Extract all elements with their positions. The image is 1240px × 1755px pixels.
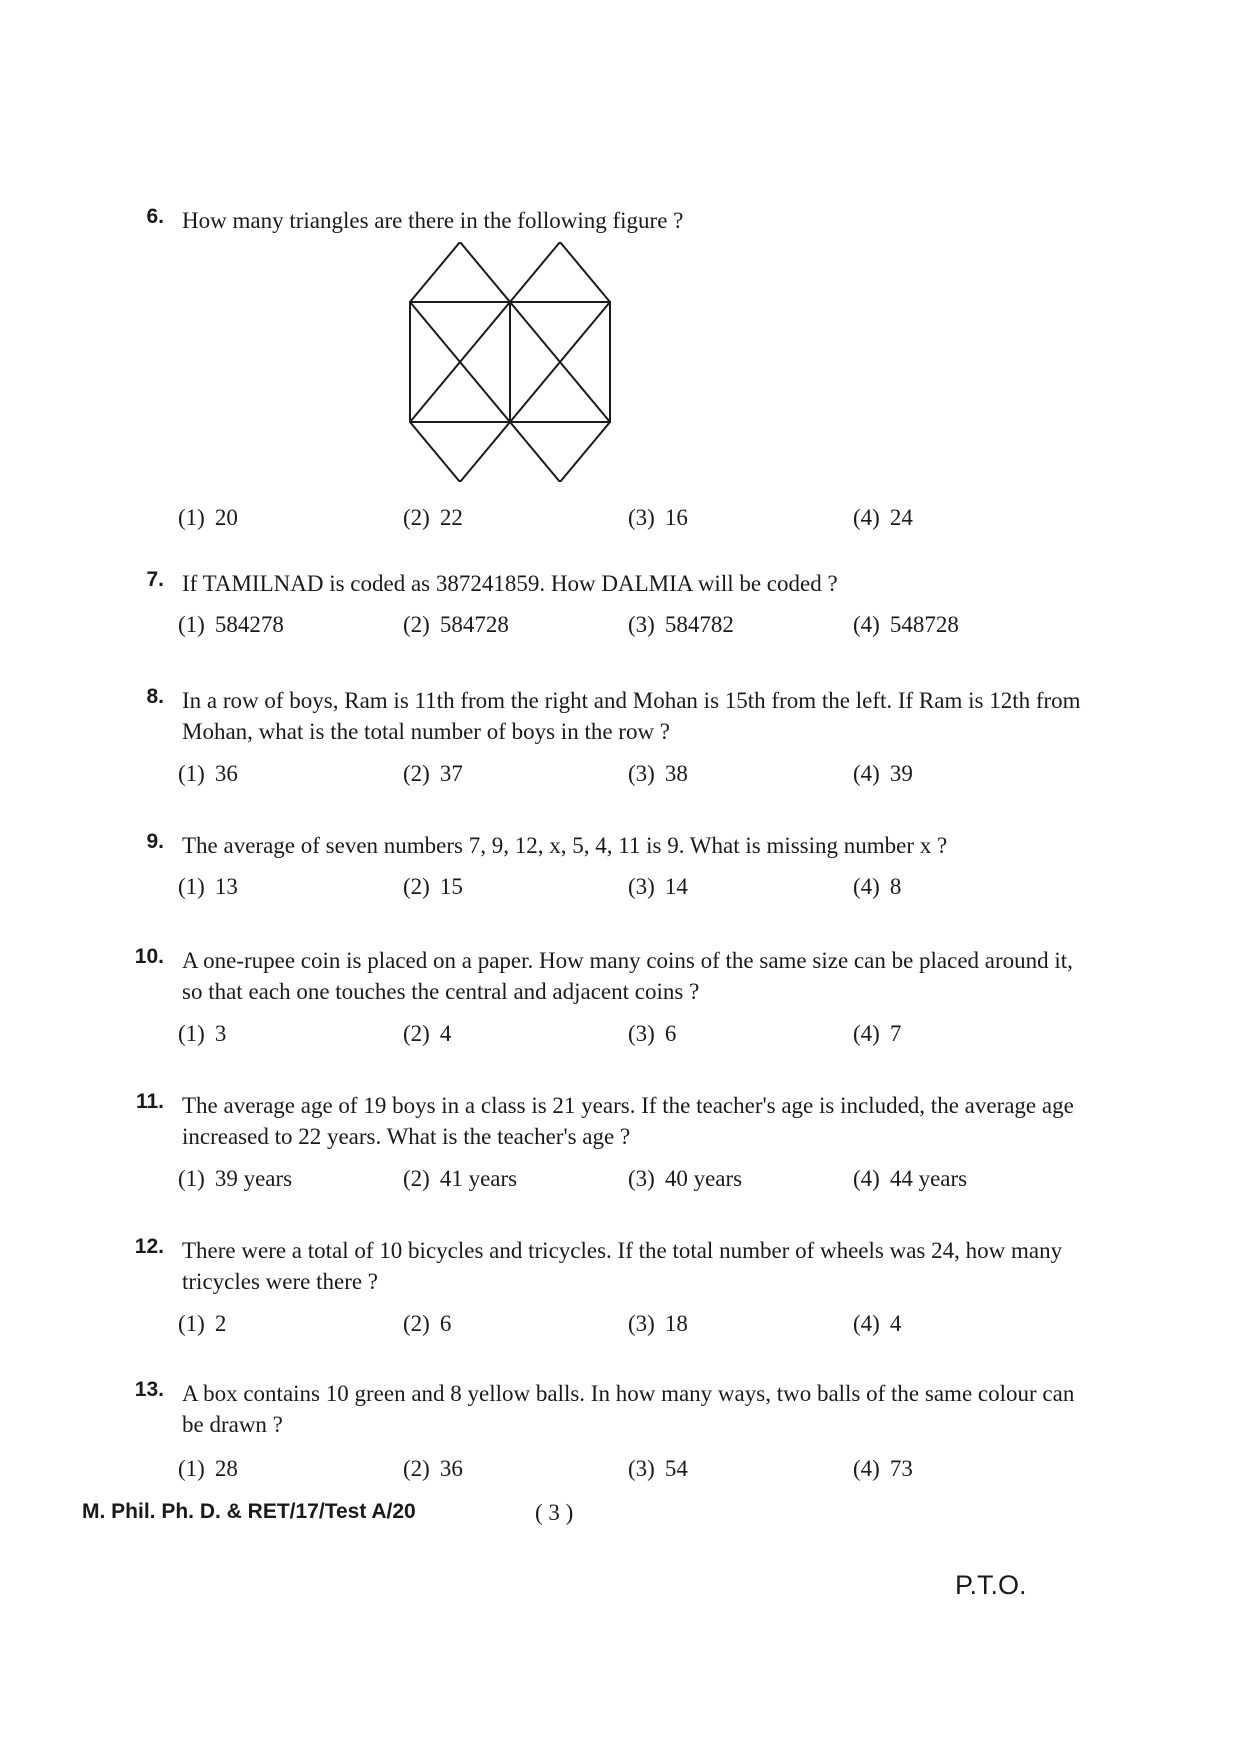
please-turn-over: P.T.O. bbox=[955, 1570, 1027, 1600]
option-value: 36 bbox=[214, 761, 238, 786]
option-label: (3) bbox=[628, 761, 655, 786]
option-3 bbox=[628, 874, 688, 900]
options-row bbox=[178, 761, 1038, 791]
option-label: (1) bbox=[178, 874, 205, 899]
option-value: 20 bbox=[214, 505, 238, 530]
figure-line bbox=[560, 422, 610, 482]
option-label: (1) bbox=[178, 612, 205, 637]
option-4 bbox=[853, 612, 959, 638]
option-label: (3) bbox=[628, 1456, 655, 1481]
option-value: 6 bbox=[439, 1311, 452, 1336]
option-3 bbox=[628, 505, 688, 531]
option-value: 584728 bbox=[439, 612, 509, 637]
option-label: (1) bbox=[178, 1456, 205, 1481]
question-number: 7. bbox=[146, 568, 164, 591]
option-label: (2) bbox=[403, 1311, 430, 1336]
option-value: 16 bbox=[664, 505, 688, 530]
question-number: 8. bbox=[146, 685, 164, 708]
option-label: (4) bbox=[853, 505, 880, 530]
option-label: (3) bbox=[628, 1311, 655, 1336]
option-value: 36 bbox=[439, 1456, 463, 1481]
option-1 bbox=[178, 1456, 238, 1482]
option-4 bbox=[853, 1021, 901, 1047]
question-number: 10. bbox=[134, 945, 164, 968]
option-label: (4) bbox=[853, 874, 880, 899]
option-value: 4 bbox=[439, 1021, 452, 1046]
triangle-figure bbox=[400, 242, 620, 482]
question-text: The average age of 19 boys in a class is 21 years. If the teacher's age is included, the average age increased to 22 years. What is the teacher's age ? bbox=[182, 1093, 1074, 1149]
option-value: 41 years bbox=[439, 1166, 518, 1191]
option-value: 14 bbox=[664, 874, 688, 899]
option-value: 7 bbox=[889, 1021, 902, 1046]
option-label: (2) bbox=[403, 761, 430, 786]
option-label: (1) bbox=[178, 1021, 205, 1046]
option-value: 38 bbox=[664, 761, 688, 786]
option-3 bbox=[628, 1166, 742, 1192]
option-value: 39 years bbox=[214, 1166, 293, 1191]
options-row bbox=[178, 1456, 1038, 1486]
figure-line bbox=[410, 242, 460, 302]
option-label: (3) bbox=[628, 874, 655, 899]
exam-code: M. Phil. Ph. D. & RET/17/Test A/20 bbox=[82, 1500, 416, 1523]
option-label: (3) bbox=[628, 612, 655, 637]
option-label: (2) bbox=[403, 1166, 430, 1191]
option-4 bbox=[853, 1456, 913, 1482]
option-value: 6 bbox=[664, 1021, 677, 1046]
option-3 bbox=[628, 612, 734, 638]
option-label: (3) bbox=[628, 1166, 655, 1191]
option-value: 39 bbox=[889, 761, 913, 786]
option-label: (2) bbox=[403, 1021, 430, 1046]
option-value: 8 bbox=[889, 874, 902, 899]
option-label: (4) bbox=[853, 1456, 880, 1481]
option-label: (2) bbox=[403, 505, 430, 530]
option-1 bbox=[178, 1021, 226, 1047]
options-row bbox=[178, 1311, 1038, 1341]
option-4 bbox=[853, 505, 913, 531]
option-value: 73 bbox=[889, 1456, 913, 1481]
option-label: (2) bbox=[403, 612, 430, 637]
option-value: 54 bbox=[664, 1456, 688, 1481]
option-label: (4) bbox=[853, 1166, 880, 1191]
options-row bbox=[178, 505, 1038, 535]
option-1 bbox=[178, 761, 238, 787]
option-value: 18 bbox=[664, 1311, 688, 1336]
option-value: 3 bbox=[214, 1021, 227, 1046]
question-text: The average of seven numbers 7, 9, 12, x, 5, 4, 11 is 9. What is missing number x ? bbox=[182, 833, 948, 858]
option-3 bbox=[628, 1311, 688, 1337]
figure-line bbox=[560, 242, 610, 302]
figure-line bbox=[460, 242, 510, 302]
option-label: (1) bbox=[178, 1166, 205, 1191]
option-2 bbox=[403, 874, 463, 900]
option-2 bbox=[403, 761, 463, 787]
option-3 bbox=[628, 761, 688, 787]
option-2 bbox=[403, 1166, 517, 1192]
question-text: How many triangles are there in the following figure ? bbox=[182, 208, 684, 233]
option-label: (4) bbox=[853, 761, 880, 786]
option-label: (4) bbox=[853, 612, 880, 637]
option-label: (3) bbox=[628, 505, 655, 530]
question-number: 6. bbox=[146, 205, 164, 228]
figure-line bbox=[510, 422, 560, 482]
figure-line bbox=[460, 422, 510, 482]
options-row bbox=[178, 1166, 1038, 1196]
options-row bbox=[178, 874, 1038, 904]
question-number: 13. bbox=[134, 1378, 164, 1401]
options-row bbox=[178, 612, 1038, 642]
option-value: 584278 bbox=[214, 612, 284, 637]
option-value: 24 bbox=[889, 505, 913, 530]
question-text: There were a total of 10 bicycles and tricycles. If the total number of wheels was 24, how many tricycles were there ? bbox=[182, 1238, 1063, 1294]
option-2 bbox=[403, 505, 463, 531]
option-value: 548728 bbox=[889, 612, 959, 637]
option-4 bbox=[853, 761, 913, 787]
option-label: (4) bbox=[853, 1311, 880, 1336]
option-4 bbox=[853, 1311, 901, 1337]
question-number: 12. bbox=[134, 1235, 164, 1258]
page-number: ( 3 ) bbox=[535, 1500, 574, 1525]
option-4 bbox=[853, 1166, 967, 1192]
option-2 bbox=[403, 1021, 451, 1047]
option-value: 584782 bbox=[664, 612, 734, 637]
option-value: 37 bbox=[439, 761, 463, 786]
option-value: 22 bbox=[439, 505, 463, 530]
option-label: (1) bbox=[178, 505, 205, 530]
option-1 bbox=[178, 1166, 292, 1192]
option-value: 44 years bbox=[889, 1166, 968, 1191]
option-value: 28 bbox=[214, 1456, 238, 1481]
option-1 bbox=[178, 505, 238, 531]
figure-line bbox=[510, 242, 560, 302]
figure-line bbox=[410, 422, 460, 482]
option-1 bbox=[178, 1311, 226, 1337]
option-3 bbox=[628, 1021, 676, 1047]
option-4 bbox=[853, 874, 901, 900]
option-3 bbox=[628, 1456, 688, 1482]
option-label: (2) bbox=[403, 874, 430, 899]
option-label: (1) bbox=[178, 1311, 205, 1336]
options-row bbox=[178, 1021, 1038, 1051]
option-2 bbox=[403, 612, 509, 638]
option-value: 40 years bbox=[664, 1166, 743, 1191]
option-label: (3) bbox=[628, 1021, 655, 1046]
option-value: 4 bbox=[889, 1311, 902, 1336]
option-2 bbox=[403, 1311, 451, 1337]
question-text: A one-rupee coin is placed on a paper. How many coins of the same size can be placed around it, so that each one touches the central and adjacent coins ? bbox=[182, 948, 1073, 1004]
option-label: (4) bbox=[853, 1021, 880, 1046]
option-value: 2 bbox=[214, 1311, 227, 1336]
option-value: 15 bbox=[439, 874, 463, 899]
option-value: 13 bbox=[214, 874, 238, 899]
option-label: (2) bbox=[403, 1456, 430, 1481]
option-2 bbox=[403, 1456, 463, 1482]
option-1 bbox=[178, 874, 238, 900]
question-text: If TAMILNAD is coded as 387241859. How DALMIA will be coded ? bbox=[182, 571, 838, 596]
option-label: (1) bbox=[178, 761, 205, 786]
question-text: In a row of boys, Ram is 11th from the right and Mohan is 15th from the left. If Ram is 12th from Mohan, what is the total number of boys in the row ? bbox=[182, 688, 1081, 744]
question-number: 9. bbox=[146, 830, 164, 853]
question-number: 11. bbox=[135, 1090, 164, 1113]
question-text: A box contains 10 green and 8 yellow balls. In how many ways, two balls of the same colour can be drawn ? bbox=[182, 1381, 1075, 1437]
option-1 bbox=[178, 612, 284, 638]
